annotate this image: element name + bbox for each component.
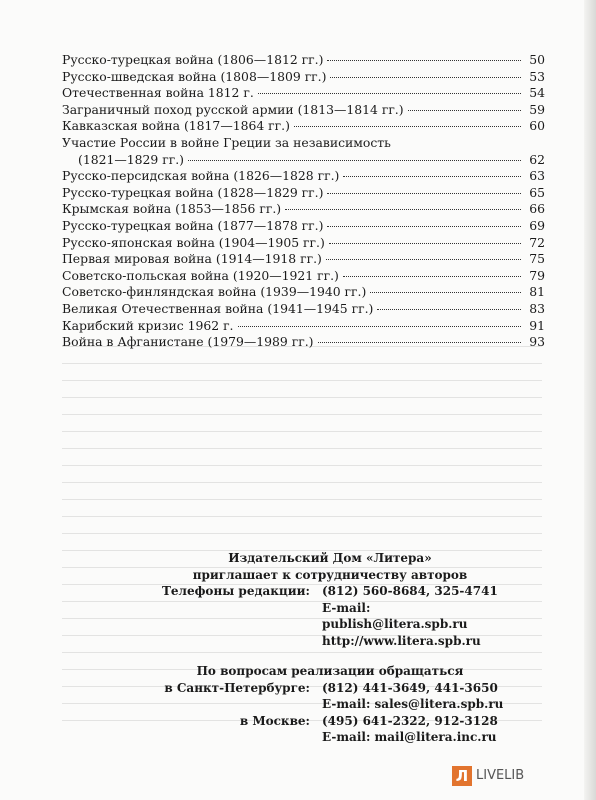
toc-entry-title: Русско-турецкая война (1806—1812 гг.) <box>62 52 324 67</box>
sales-msk-phones <box>150 713 510 730</box>
dot-leader <box>327 226 521 227</box>
publisher-email-row <box>150 600 510 633</box>
toc-entry-page: 93 <box>529 334 545 350</box>
page-edge-shadow <box>584 0 596 800</box>
toc-entry-title: Советско-финляндская война (1939—1940 гг.) <box>62 284 367 300</box>
toc-entry-page: 63 <box>529 168 545 184</box>
toc-entry-page: 65 <box>529 184 545 200</box>
spacer <box>150 649 510 663</box>
livelib-watermark: LIVELIB <box>476 768 525 783</box>
publisher-name: Издательский Дом «Литера» <box>228 551 432 565</box>
dot-leader <box>188 160 521 161</box>
dot-leader <box>408 110 521 111</box>
publisher-site: http://www.litera.spb.ru <box>322 633 481 648</box>
dot-leader <box>258 93 521 94</box>
spb-label: в Санкт-Петербурге: <box>164 680 310 695</box>
toc-entry-page: 79 <box>529 267 545 283</box>
toc-entry <box>62 284 545 301</box>
livelib-logo-icon: Л <box>452 766 472 786</box>
toc-entry <box>62 52 545 69</box>
toc-entry-page: 75 <box>529 251 545 267</box>
toc-entry-title: Отечественная война 1812 г. <box>62 85 254 101</box>
sales-spb-phones <box>150 680 510 697</box>
toc-entry <box>62 69 545 86</box>
toc-entry <box>62 135 545 168</box>
toc-entry-page: 66 <box>529 201 545 217</box>
publisher-advert <box>150 550 510 746</box>
publisher-invitation: приглашает к сотрудничеству авторов <box>192 567 468 582</box>
dot-leader <box>327 193 521 194</box>
sales-heading: По вопросам реализации обращаться <box>196 664 464 678</box>
toc-entry <box>62 218 545 235</box>
sales-msk-email-row <box>150 729 510 746</box>
spacer <box>150 696 322 713</box>
toc-entry-page: 60 <box>529 118 545 134</box>
toc-entry <box>62 168 545 185</box>
toc-entry <box>62 318 545 335</box>
spb-phones: (812) 441-3649, 441-3650 <box>322 680 498 695</box>
toc-entry-title: Русско-японская война (1904—1905 гг.) <box>62 234 325 250</box>
toc-entry <box>62 251 545 268</box>
toc-entry-title: Первая мировая война (1914—1918 гг.) <box>62 251 322 267</box>
dot-leader <box>318 342 522 343</box>
toc-entry <box>62 235 545 252</box>
spacer <box>150 729 322 746</box>
publisher-site-row <box>150 633 510 650</box>
dot-leader <box>377 309 521 310</box>
toc-entry-page: 59 <box>529 101 545 117</box>
dot-leader <box>238 326 522 327</box>
phones-value: (812) 560-8684, 325-4741 <box>322 584 498 598</box>
toc-entry-page: 53 <box>529 68 545 84</box>
spacer <box>150 600 322 633</box>
dot-leader <box>343 176 521 177</box>
toc-entry-page: 72 <box>529 234 545 250</box>
table-of-contents <box>62 52 545 351</box>
toc-entry-title-line1: Участие России в войне Греции за независимость <box>62 134 391 150</box>
toc-entry <box>62 301 545 318</box>
toc-entry-page: 50 <box>529 52 545 67</box>
publisher-phones <box>150 583 510 600</box>
spacer <box>150 633 322 650</box>
toc-entry <box>62 185 545 202</box>
toc-entry-title: Великая Отечественная война (1941—1945 гг.) <box>62 300 374 316</box>
publisher-email: E-mail: publish@litera.spb.ru <box>322 600 468 631</box>
dot-leader <box>343 276 521 277</box>
dot-leader <box>370 292 521 293</box>
toc-entry-page: 83 <box>529 300 545 316</box>
msk-label: в Москве: <box>239 713 310 728</box>
toc-entry-page: 81 <box>529 284 545 300</box>
toc-entry-title: Крымская война (1853—1856 гг.) <box>62 201 282 217</box>
dot-leader <box>327 60 521 61</box>
toc-entry <box>62 268 545 285</box>
toc-entry-title: Карибский кризис 1962 г. <box>62 317 234 333</box>
toc-entry-page: 54 <box>529 85 545 101</box>
toc-entry-title: Заграничный поход русской армии (1813—1814 гг.) <box>62 101 404 117</box>
toc-entry-title: Кавказская война (1817—1864 гг.) <box>62 118 290 134</box>
spb-email: E-mail: sales@litera.spb.ru <box>322 697 504 711</box>
toc-entry-page: 69 <box>529 217 545 233</box>
toc-entry-title: Русско-турецкая война (1828—1829 гг.) <box>62 184 324 200</box>
sales-spb-email-row <box>150 696 510 713</box>
toc-entry-title: Война в Афганистане (1979—1989 гг.) <box>62 334 314 350</box>
toc-entry-page: 62 <box>529 151 545 167</box>
dot-leader <box>326 259 521 260</box>
dot-leader <box>294 126 521 127</box>
toc-entry <box>62 85 545 102</box>
toc-entry-title: Русско-шведская война (1808—1809 гг.) <box>62 68 327 84</box>
dot-leader <box>329 243 521 244</box>
dot-leader <box>285 209 521 210</box>
toc-entry-title: Русско-персидская война (1826—1828 гг.) <box>62 168 340 184</box>
toc-entry <box>62 102 545 119</box>
dot-leader <box>330 77 521 78</box>
toc-entry-page: 91 <box>529 317 545 333</box>
toc-entry <box>62 118 545 135</box>
toc-entry-title: Советско-польская война (1920—1921 гг.) <box>62 267 339 283</box>
toc-entry-title: (1821—1829 гг.) <box>78 151 184 167</box>
toc-entry <box>62 334 545 351</box>
toc-entry <box>62 201 545 218</box>
phones-label: Телефоны редакции: <box>161 584 310 598</box>
toc-entry-title: Русско-турецкая война (1877—1878 гг.) <box>62 217 324 233</box>
msk-email: E-mail: mail@litera.inc.ru <box>322 730 497 744</box>
msk-phones: (495) 641-2322, 912-3128 <box>322 713 498 728</box>
